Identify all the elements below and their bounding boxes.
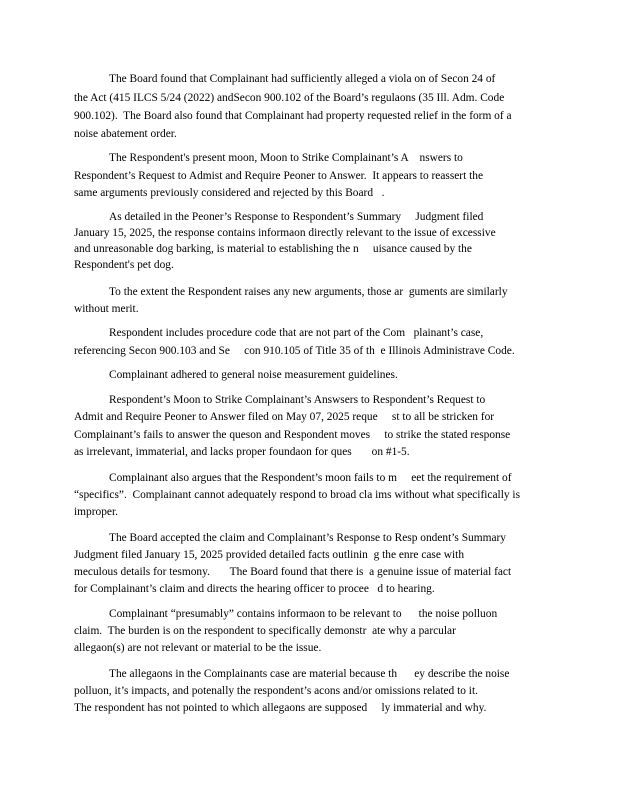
text-line: The Board accepted the claim and Complainant’s Response to Resp ondent’s Summary [109, 532, 507, 544]
text-line: Judgment filed January 15, 2025 provided detailed facts outlinin g the enre case with [74, 549, 465, 561]
text-line: meculous details for tesmony. The Board found that there is a genuine issue of material fact [74, 566, 512, 578]
text-line: Complainant also argues that the Respondent’s moon fails to m eet the requirement of [109, 472, 512, 484]
text-line: As detailed in the Peoner’s Response to Respondent’s Summary Judgment filed [109, 211, 484, 223]
text-line: allegaon(s) are not relevant or material to be the issue. [74, 642, 322, 654]
text-line: Complainant’s fails to answer the queson and Respondent moves to strike the stated response [74, 429, 511, 441]
text-line: noise abatement order. [74, 128, 177, 140]
text-line: polluon, it’s impacts, and potenally the respondent’s acons and/or omissions related to it. [74, 685, 478, 697]
text-line: To the extent the Respondent raises any new arguments, those ar guments are similarly [109, 286, 508, 298]
text-line: referencing Secon 900.103 and Se con 910.105 of Title 35 of th e Illinois Administrave Code. [74, 345, 515, 357]
text-line: for Complainant’s claim and directs the hearing officer to procee d to hearing. [74, 583, 435, 595]
text-line: Respondent includes procedure code that are not part of the Com plainant’s case, [109, 327, 484, 339]
text-line: the Act (415 ILCS 5/24 (2022) andSecon 900.102 of the Board’s regulaons (35 Ill. Adm. Code [74, 92, 505, 104]
text-line: Respondent’s Request to Admist and Require Peoner to Answer. It appears to reassert the [74, 170, 484, 182]
text-line: January 15, 2025, the response contains informaon directly relevant to the issue of excessive [74, 227, 496, 239]
text-line: The allegaons in the Complainants case are material because th ey describe the noise [109, 668, 510, 680]
text-line: Complainant “presumably” contains informaon to be relevant to the noise polluon [109, 608, 498, 620]
text-line: Respondent's pet dog. [74, 259, 174, 271]
text-line: Complainant adhered to general noise measurement guidelines. [109, 369, 398, 381]
text-line: 900.102). The Board also found that Complainant had property requested relief in the form of a [74, 110, 512, 122]
text-line: The Board found that Complainant had sufficiently alleged a viola on of Secon 24 of [109, 73, 496, 85]
text-line: and unreasonable dog barking, is material to establishing the n uisance caused by the [74, 243, 472, 255]
text-line: Respondent’s Moon to Strike Complainant’s Answsers to Respondent’s Request to [109, 394, 486, 406]
text-line: The respondent has not pointed to which allegaons are supposed ly immaterial and why. [74, 702, 487, 714]
text-line: improper. [74, 506, 118, 518]
text-line: claim. The burden is on the respondent to specifically demonstr ate why a parcular [74, 625, 456, 637]
text-line: “specifics”. Complainant cannot adequately respond to broad cla ims without what specifically is [74, 489, 521, 501]
text-line: Admit and Require Peoner to Answer filed on May 07, 2025 reque st to all be stricken for [74, 411, 495, 423]
text-line: without merit. [74, 303, 139, 315]
text-line: The Respondent's present moon, Moon to Strike Complainant’s A nswers to [109, 152, 463, 164]
text-line: same arguments previously considered and rejected by this Board . [74, 187, 385, 199]
text-line: as irrelevant, immaterial, and lacks proper foundaon for ques on #1-5. [74, 446, 410, 458]
